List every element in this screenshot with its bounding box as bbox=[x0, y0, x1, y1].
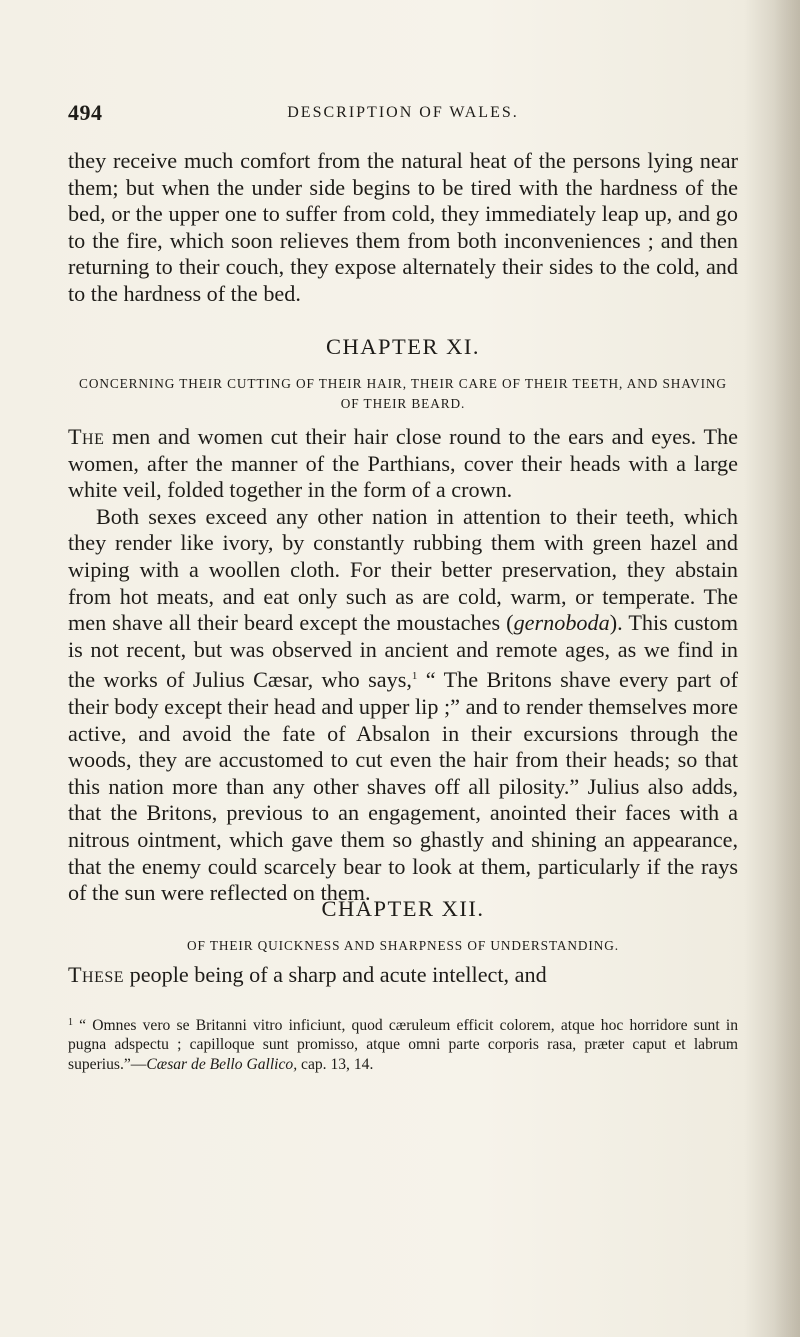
footnotes bbox=[68, 1013, 738, 1074]
chapter-11-paragraph-2-part-a: Both sexes exceed any other nation in attention to their teeth, which they render like ivory, by constantly rubbing them with green hazel and wiping with a woollen cloth. For their better preservation, they abstain from hot meats, and eat only such as are cold, warm, or temperate. The men shave all their beard except the moustaches ( bbox=[68, 503, 738, 636]
page-number: 494 bbox=[68, 100, 103, 125]
chapter-11-body bbox=[68, 424, 738, 907]
chapter-11-paragraph-1-text: men and women cut their hair close round to the ears and eyes. The women, after the manner of the Parthians, cover their heads with a large white veil, folded together in the form of a crown. bbox=[68, 424, 738, 503]
footnote-marker: 1 bbox=[68, 1017, 73, 1028]
footnote-citation: Cæsar de Bello Gallico, bbox=[146, 1055, 298, 1073]
welsh-term: gernoboda bbox=[513, 610, 610, 636]
chapter-11-lead-word: The bbox=[68, 424, 105, 449]
paragraph-continuation: they receive much comfort from the natural heat of the persons lying near them; but when the under side begins to be tired with the hardness of the bed, or the upper one to suffer from cold, they immediately leap up, and go to the fire, which soon relieves them from both inconveniences ; and then returning to their couch, they expose alternately their sides to the cold, and to the hardness of the bed. bbox=[68, 148, 738, 306]
footnote-text: “ Omnes vero se Britanni vitro inficiunt, quod cæruleum efficit colorem, atque hoc horridore sunt in pugna adspectu ; capilloque sunt promisso, atque omni parte corporis rasa, præter caput et labrum superius.”— bbox=[68, 1017, 738, 1073]
chapter-12-paragraph-1-text: people being of a sharp and acute intellect, and bbox=[124, 962, 547, 987]
chapter-12-body bbox=[68, 962, 738, 989]
chapter-11-paragraph-2 bbox=[68, 504, 738, 907]
footnote-1 bbox=[68, 1013, 738, 1074]
chapter-12-subtitle: OF THEIR QUICKNESS AND SHARPNESS OF UNDERSTANDING. bbox=[187, 938, 619, 953]
running-head: DESCRIPTION OF WALES. bbox=[287, 104, 519, 121]
chapter-11-paragraph-1 bbox=[68, 424, 738, 504]
chapter-12-lead-word: These bbox=[68, 962, 125, 987]
chapter-12-heading bbox=[68, 936, 738, 956]
footnote-reference: 1 bbox=[411, 670, 418, 683]
chapter-11-title: CHAPTER XI. bbox=[325, 334, 480, 359]
chapter-11-paragraph-2-part-b: ). This custom is not recent, but was observed in ancient and remote ages, as we find in the works of Julius Cæsar, who says, bbox=[68, 610, 739, 693]
page-header bbox=[68, 100, 738, 130]
chapter-12-paragraph-1 bbox=[68, 962, 738, 989]
chapter-12-title: CHAPTER XII. bbox=[321, 896, 485, 921]
footnote-citation-rest: cap. 13, 14. bbox=[297, 1055, 374, 1073]
opening-text bbox=[68, 148, 738, 308]
chapter-11-heading bbox=[68, 374, 738, 414]
chapter-11-paragraph-2-part-c: “ The Britons shave every part of their body except their head and upper lip ;” and to render themselves more active, and avoid the fate of Absalon in their excursions through the woods, they are accustomed to cut even the hair from their heads; so that this nation more than any other shaves off all pilosity.” Julius also adds, that the Britons, previous to an engagement, anointed their faces with a nitrous ointment, which gave them so ghastly and shining an appearance, that the enemy could scarcely bear to look at them, particularly if the rays of the sun were reflected on them. bbox=[68, 667, 739, 906]
chapter-11-subtitle: CONCERNING THEIR CUTTING OF THEIR HAIR, THEIR CARE OF THEIR TEETH, AND SHAVING OF THEIR BEARD. bbox=[79, 376, 727, 411]
